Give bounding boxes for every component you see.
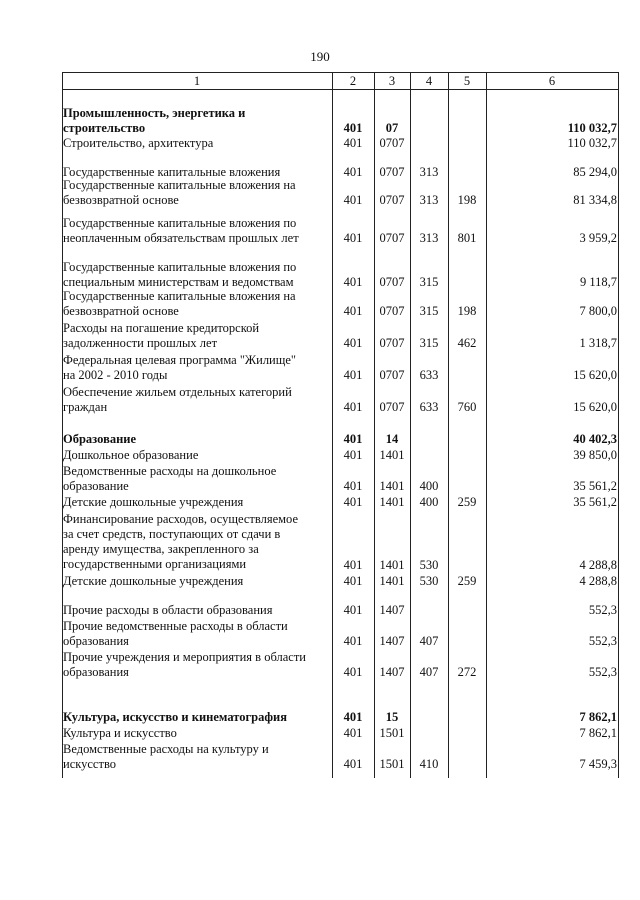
row-value-c6: 4 288,8 [579, 574, 617, 588]
row-value-c4: 313 [419, 231, 439, 245]
row-name: Государственные капитальные вложения на безвозвратной основе [63, 178, 296, 207]
row-name: Ведомственные расходы на культуру и искусство [63, 742, 269, 771]
row-name: Образование [63, 432, 137, 446]
row-value-c6: 40 402,3 [573, 432, 617, 446]
row-name: Прочие учреждения и мероприятия в области образования [63, 650, 306, 679]
row-value-c2: 401 [343, 710, 363, 724]
row-value-c6: 7 459,3 [579, 757, 617, 771]
row-value-c3: 0707 [379, 368, 405, 382]
row-value-c4: 530 [419, 558, 439, 572]
row-value-c6: 552,3 [588, 603, 617, 617]
row-value-c5: 259 [457, 574, 477, 588]
row-value-c2: 401 [343, 121, 363, 135]
column-header: 1 [193, 74, 201, 88]
row-name: Дошкольное образование [63, 448, 199, 462]
row-value-c3: 1401 [379, 558, 405, 572]
row-value-c6: 4 288,8 [579, 558, 617, 572]
header-divider [62, 89, 619, 90]
row-value-c6: 35 561,2 [573, 479, 617, 493]
row-value-c3: 15 [385, 710, 399, 724]
row-value-c2: 401 [343, 495, 363, 509]
row-value-c3: 1401 [379, 448, 405, 462]
row-name: Культура и искусство [63, 726, 177, 740]
row-value-c2: 401 [343, 304, 363, 318]
row-value-c2: 401 [343, 368, 363, 382]
row-value-c3: 0707 [379, 400, 405, 414]
row-value-c4: 313 [419, 165, 439, 179]
row-value-c2: 401 [343, 193, 363, 207]
row-value-c2: 401 [343, 726, 363, 740]
row-name: Обеспечение жильем отдельных категорий граждан [63, 385, 292, 414]
row-value-c2: 401 [343, 275, 363, 289]
row-name: Прочие расходы в области образования [63, 603, 273, 617]
row-value-c6: 110 032,7 [567, 121, 617, 135]
row-value-c4: 407 [419, 665, 439, 679]
row-value-c5: 760 [457, 400, 477, 414]
row-value-c3: 1401 [379, 574, 405, 588]
row-value-c5: 462 [457, 336, 477, 350]
row-value-c2: 401 [343, 448, 363, 462]
row-name: Строительство, архитектура [63, 136, 214, 150]
row-value-c3: 0707 [379, 193, 405, 207]
column-header: 4 [425, 74, 433, 88]
row-value-c6: 552,3 [588, 665, 617, 679]
row-value-c6: 7 862,1 [579, 710, 617, 724]
column-header: 3 [388, 74, 396, 88]
row-value-c2: 401 [343, 432, 363, 446]
row-value-c6: 35 561,2 [573, 495, 617, 509]
row-name: Финансирование расходов, осуществляемое за счет средств, поступающих от сдачи в аренду имущества, закрепленного за государственными организациями [63, 512, 298, 571]
row-value-c4: 410 [419, 757, 439, 771]
row-name: Государственные капитальные вложения по специальным министерствам и ведомствам [63, 260, 297, 289]
row-value-c4: 407 [419, 634, 439, 648]
row-name: Культура, искусство и кинематография [63, 710, 287, 724]
row-value-c6: 15 620,0 [573, 368, 617, 382]
row-value-c3: 1401 [379, 495, 405, 509]
row-value-c3: 0707 [379, 165, 405, 179]
row-value-c5: 272 [457, 665, 477, 679]
row-value-c4: 400 [419, 495, 439, 509]
row-value-c3: 07 [385, 121, 399, 135]
row-name: Ведомственные расходы на дошкольное образование [63, 464, 277, 493]
row-name: Государственные капитальные вложения на безвозвратной основе [63, 289, 296, 318]
row-value-c4: 530 [419, 574, 439, 588]
row-value-c2: 401 [343, 136, 363, 150]
row-value-c4: 633 [419, 400, 439, 414]
budget-table [62, 72, 619, 778]
row-value-c6: 1 318,7 [579, 336, 617, 350]
table-border-right [618, 72, 619, 778]
column-header: 2 [349, 74, 357, 88]
row-value-c4: 400 [419, 479, 439, 493]
row-value-c3: 14 [385, 432, 399, 446]
row-value-c6: 85 294,0 [573, 165, 617, 179]
row-value-c6: 7 800,0 [579, 304, 617, 318]
row-value-c3: 0707 [379, 231, 405, 245]
row-value-c2: 401 [343, 603, 363, 617]
row-name: Детские дошкольные учреждения [63, 574, 244, 588]
row-name: Расходы на погашение кредиторской задолженности прошлых лет [63, 321, 260, 350]
column-header: 6 [548, 74, 556, 88]
row-value-c3: 0707 [379, 275, 405, 289]
row-value-c5: 259 [457, 495, 477, 509]
row-value-c2: 401 [343, 400, 363, 414]
row-value-c3: 1501 [379, 726, 405, 740]
row-name: Государственные капитальные вложения по неоплаченным обязательствам прошлых лет [63, 216, 299, 245]
row-value-c6: 81 334,8 [573, 193, 617, 207]
row-value-c2: 401 [343, 479, 363, 493]
row-name: Промышленность, энергетика и строительство [63, 106, 246, 135]
row-value-c2: 401 [343, 757, 363, 771]
column-header: 5 [463, 74, 471, 88]
table-border-top [62, 72, 619, 73]
row-value-c4: 313 [419, 193, 439, 207]
row-value-c5: 801 [457, 231, 477, 245]
row-value-c4: 315 [419, 275, 439, 289]
row-value-c2: 401 [343, 574, 363, 588]
row-value-c6: 39 850,0 [573, 448, 617, 462]
page-number: 190 [310, 49, 330, 64]
row-value-c3: 1407 [379, 665, 405, 679]
row-value-c4: 315 [419, 304, 439, 318]
row-value-c3: 1407 [379, 603, 405, 617]
row-value-c2: 401 [343, 634, 363, 648]
row-value-c2: 401 [343, 231, 363, 245]
row-value-c3: 1401 [379, 479, 405, 493]
row-value-c6: 3 959,2 [579, 231, 617, 245]
row-value-c5: 198 [457, 193, 477, 207]
row-value-c3: 0707 [379, 304, 405, 318]
row-value-c6: 110 032,7 [567, 136, 617, 150]
row-value-c3: 1501 [379, 757, 405, 771]
row-value-c6: 15 620,0 [573, 400, 617, 414]
row-value-c3: 0707 [379, 336, 405, 350]
row-value-c5: 198 [457, 304, 477, 318]
row-value-c3: 0707 [379, 136, 405, 150]
row-name: Прочие ведомственные расходы в области образования [63, 619, 288, 648]
row-name: Детские дошкольные учреждения [63, 495, 244, 509]
row-value-c2: 401 [343, 558, 363, 572]
row-value-c4: 633 [419, 368, 439, 382]
row-value-c2: 401 [343, 665, 363, 679]
row-value-c6: 552,3 [588, 634, 617, 648]
row-name: Федеральная целевая программа "Жилище" на 2002 - 2010 годы [63, 353, 297, 382]
row-value-c2: 401 [343, 165, 363, 179]
row-value-c6: 9 118,7 [579, 275, 617, 289]
row-value-c3: 1407 [379, 634, 405, 648]
row-value-c4: 315 [419, 336, 439, 350]
row-value-c2: 401 [343, 336, 363, 350]
row-name: Государственные капитальные вложения [63, 165, 281, 179]
row-value-c6: 7 862,1 [579, 726, 617, 740]
